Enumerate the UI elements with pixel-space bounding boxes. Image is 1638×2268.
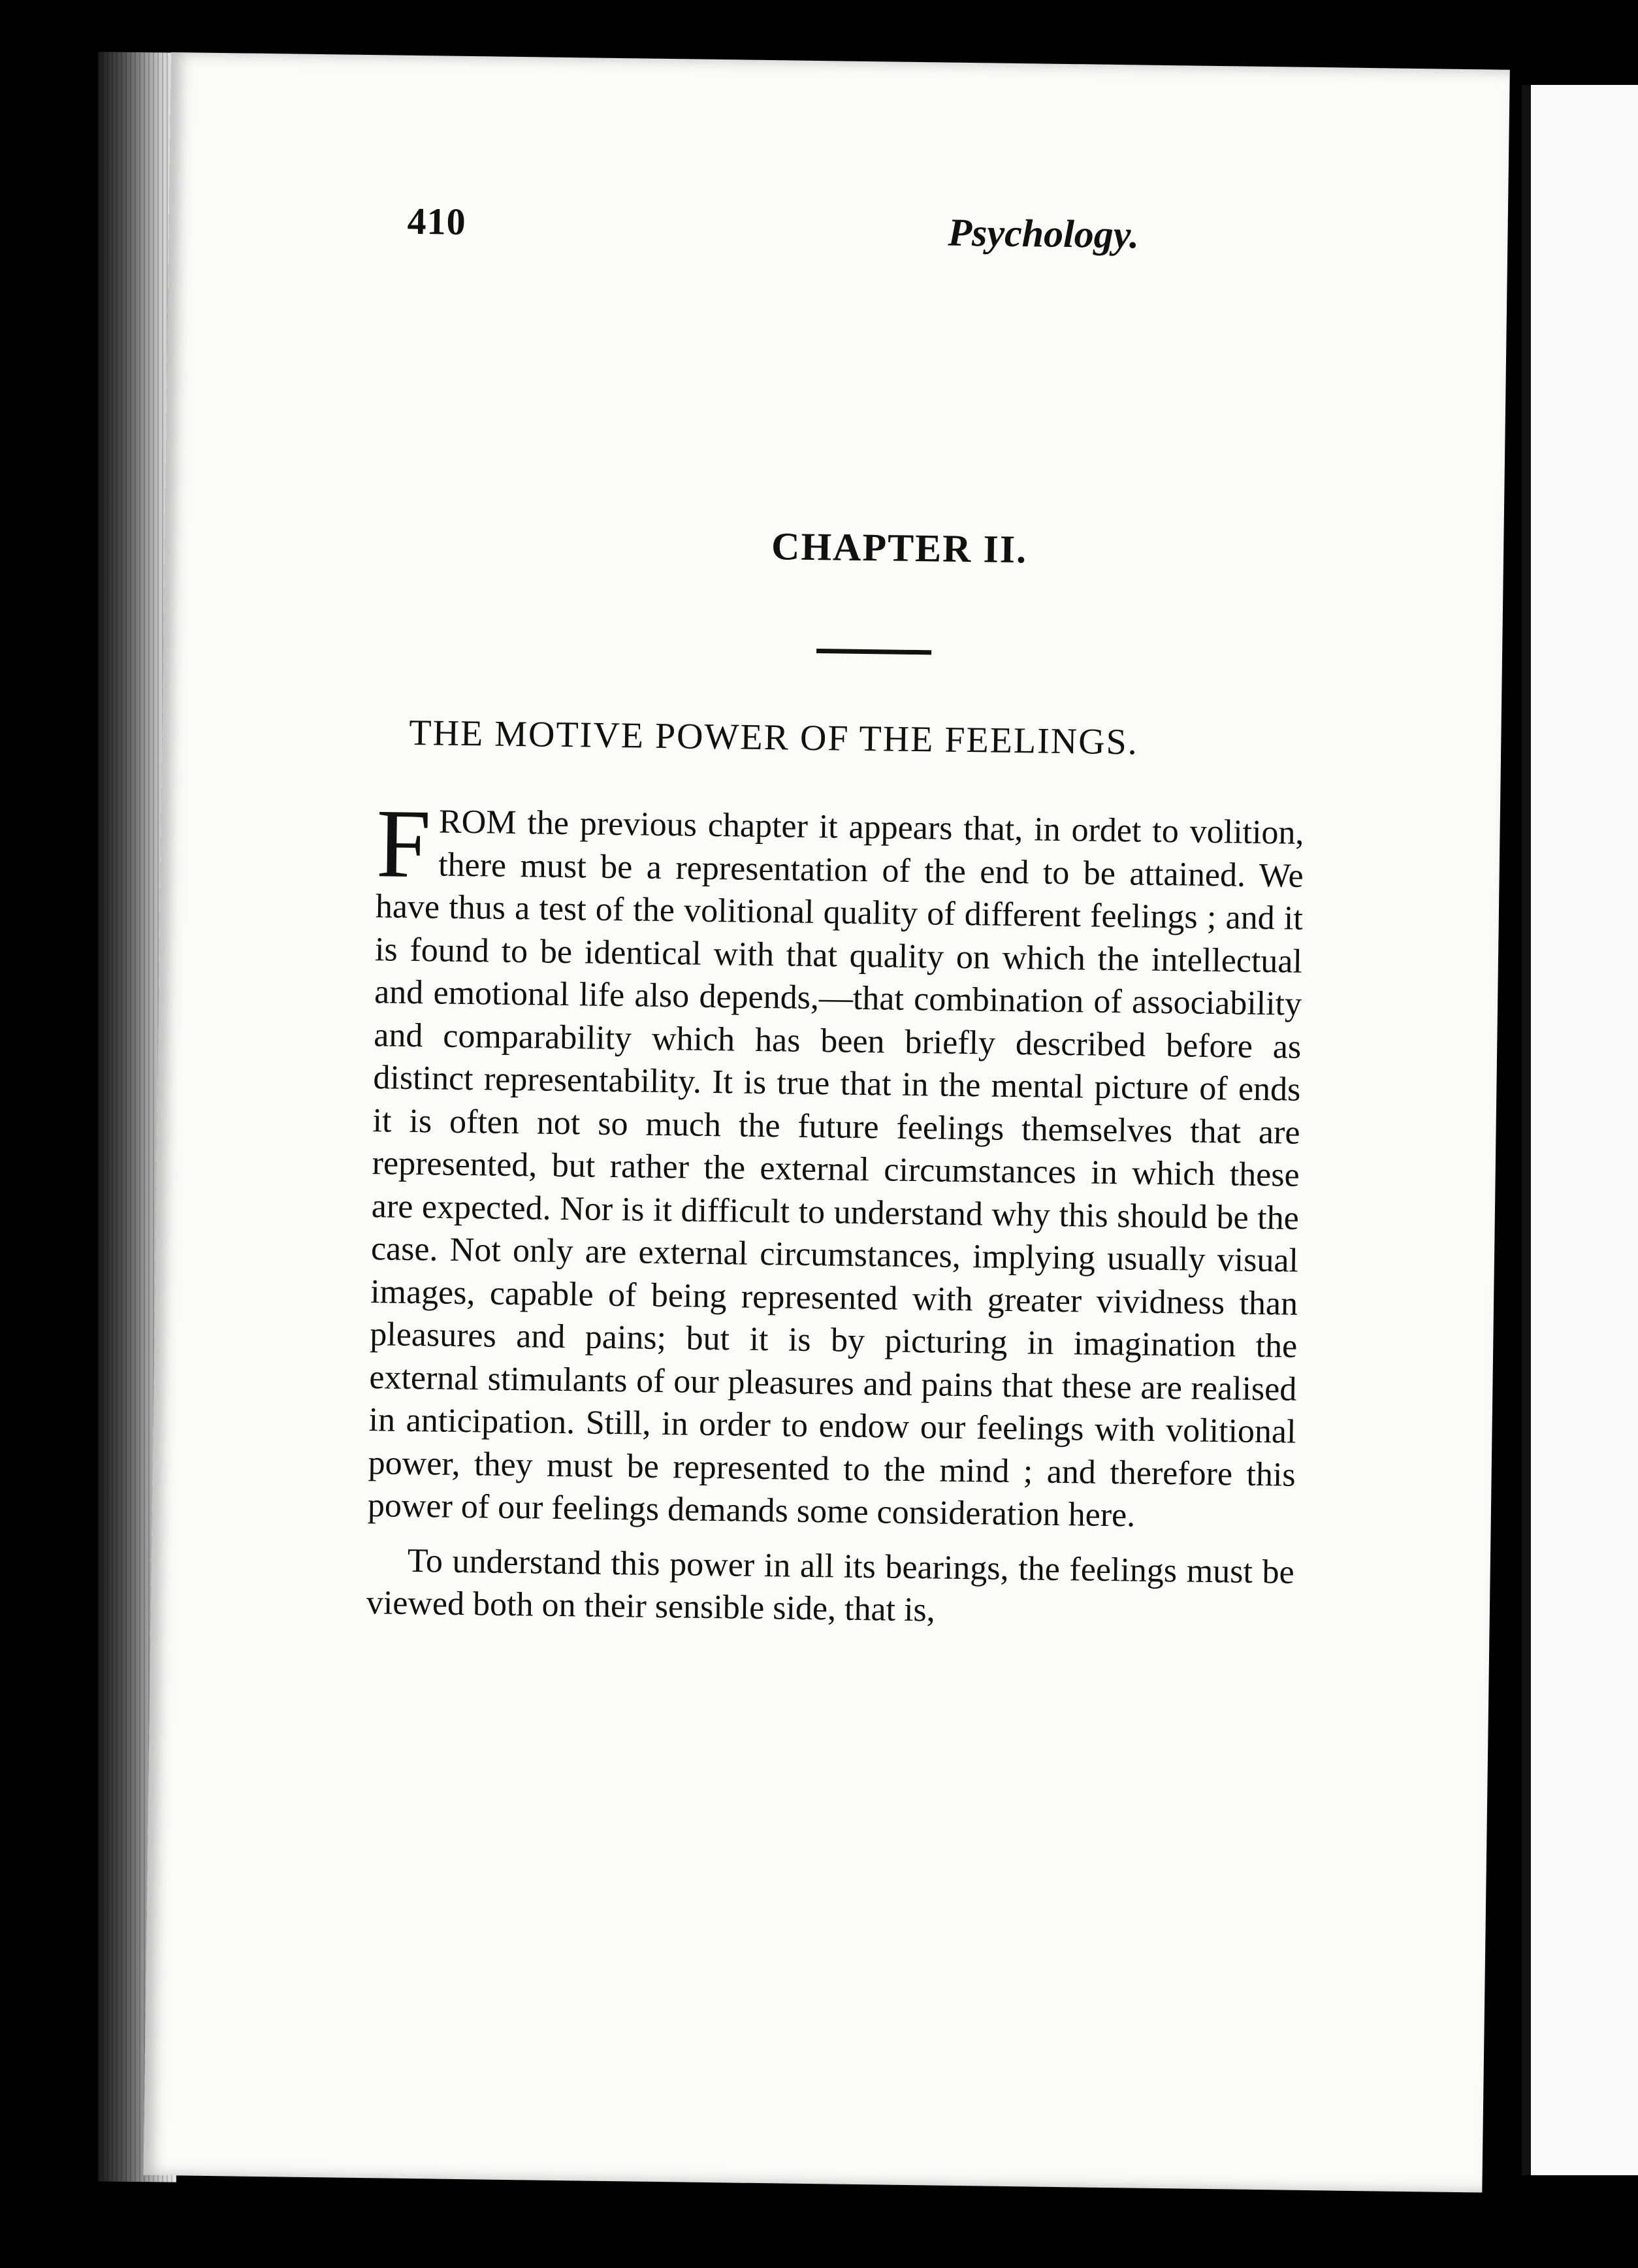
chapter-label: CHAPTER II. xyxy=(771,525,1028,572)
facing-page-edge xyxy=(1522,85,1638,2175)
running-title: Psychology. xyxy=(948,210,1140,257)
body-text xyxy=(366,789,1304,1636)
running-head xyxy=(407,199,1139,287)
paragraph-1-text: ROM the previous chapter it appears that, in ordet to volition, there must be a representation of the end to be attained. We have thus a test of the volitional quality of different feelings ; and it is found to be identical with that quality on which the intellectual and emotional life also depends,—that combination of associability and comparability which has been briefly described before as distinct representability. It is true that in the mental picture of ends it is often not so much the future feelings themselves that are represented, but rather the external circumstances in which these are expected. Nor is it difficult to understand why this should be the case. Not only are external circumstances, implying usually visual images, capable of being represented with greater vividness than pleasures and pains; but it is by picturing in imagination the external stimulants of our pleasures and pains that these are realised in anticipation. Still, in order to endow our feelings with volitional power, they must be represented to the mind ; and therefore this power of our feelings demands some consideration here. xyxy=(367,803,1304,1534)
drop-cap: F xyxy=(376,789,432,899)
chapter-title: THE MOTIVE POWER OF THE FEELINGS. xyxy=(408,712,1139,763)
chapter-heading xyxy=(165,516,1504,579)
chapter-rule xyxy=(816,649,931,655)
paragraph-2: To understand this power in all its bearings, the feelings must be viewed both on their sensible side, that is, xyxy=(366,1542,1295,1629)
book-page xyxy=(143,52,1509,2193)
paragraph-1 xyxy=(367,789,1304,1539)
page-number: 410 xyxy=(407,199,467,243)
